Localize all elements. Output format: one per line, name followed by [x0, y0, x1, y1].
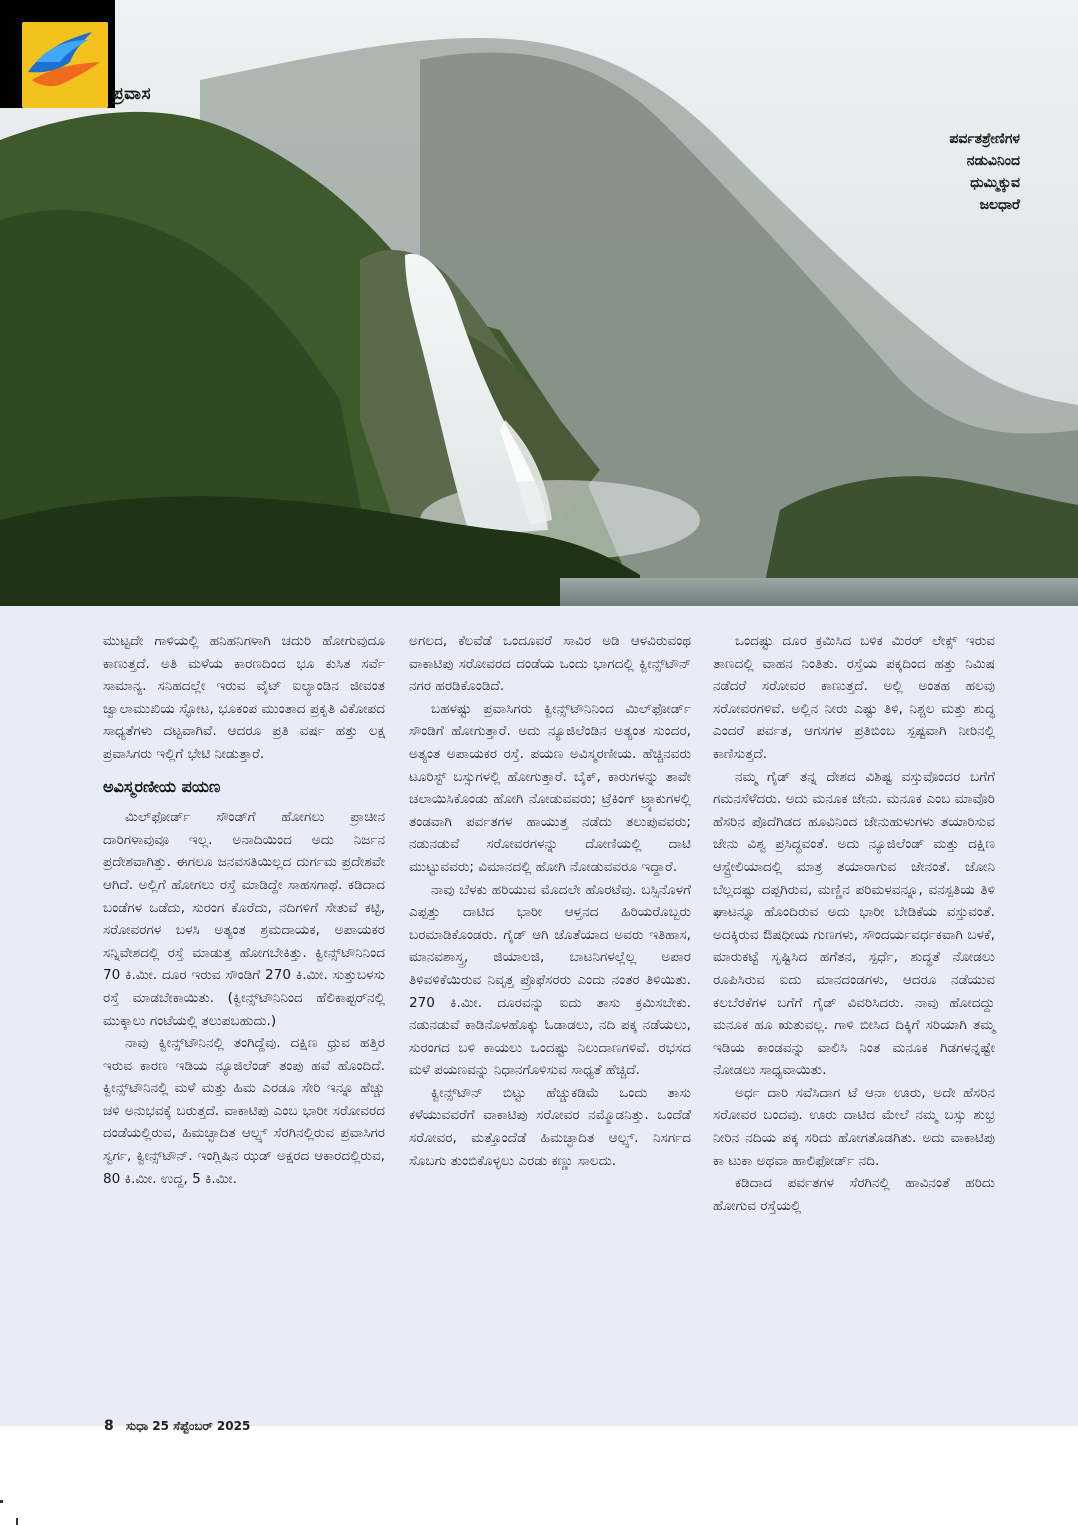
article-column-3	[713, 630, 995, 1217]
article-paragraph: ನಾವು ಕ್ವೀನ್ಸ್‌ಟೌನಿನಲ್ಲಿ ತಂಗಿದ್ದೆವು. ದಕ್ಷಿಣ ಧ್ರುವ ಹತ್ತಿರ ಇರುವ ಕಾರಣ ಇಡಿಯ ನ್ಯೂಜಿಲೆಂಡ್ ತಂಪು ಹವೆ ಹೊಂದಿದೆ. ಕ್ವೀನ್ಸ್‌ಟೌನಿನಲ್ಲಿ ಮಳೆ ಮತ್ತು ಹಿಮ ಎರಡೂ ಸೇರಿ ಇನ್ನೂ ಹೆಚ್ಚು ಚಳಿ ಅನುಭವಕ್ಕೆ ಬರುತ್ತದೆ. ವಾಕಾಟಿಪು ಎಂಬ ಭಾರೀ ಸರೋವರದ ದಂಡೆಯಲ್ಲಿರುವ, ಹಿಮಚ್ಛಾದಿತ ಆಲ್ಪ್ಸ್ ಸೆರಗಿನಲ್ಲಿರುವ ಪ್ರವಾಸಿಗರ ಸ್ವರ್ಗ, ಕ್ವೀನ್ಸ್‌ಟೌನ್. ಇಂಗ್ಲಿಷಿನ ಝಡ್ ಅಕ್ಷರದ ಆಕಾರದಲ್ಲಿರುವ, 80 ಕಿ.ಮೀ. ಉದ್ದ, 5 ಕಿ.ಮೀ.	[103, 1035, 385, 1187]
magazine-logo-block	[0, 0, 115, 108]
article-column-2	[409, 630, 691, 1172]
page-number: 8	[104, 1418, 114, 1434]
article-paragraph: ನಮ್ಮ ಗೈಡ್ ತನ್ನ ದೇಶದ ವಿಶಿಷ್ಟ ವಸ್ತುವೊಂದರ ಬಗೆಗೆ ಗಮನಸೆಳೆದರು. ಅದು ಮನೂಕ ಜೇನು. ಮನೂಕ ಎಂಬ ಮಾವೊರಿ ಹೆಸರಿನ ಪೊದೆಗಿಡದ ಹೂವಿನಿಂದ ಜೇನುಹುಳುಗಳು ತಯಾರಿಸುವ ಜೇನು ವಿಶ್ವ ಪ್ರಸಿದ್ಧವಂತೆ. ಅದು ನ್ಯೂಜಿಲೆಂಡ್ ಮತ್ತು ದಕ್ಷಿಣ ಆಸ್ಟ್ರೇಲಿಯಾದಲ್ಲಿ ಮಾತ್ರ ತಯಾರಾಗುವ ಜೇನಂತೆ. ಜೋನಿ ಬೆಲ್ಲದಷ್ಟು ದಪ್ಪಗಿರುವ, ಮಣ್ಣಿನ ಪರಿಮಳವನ್ನೂ, ವನಸ್ಪತಿಯ ತಿಳಿ ಘಾಟನ್ನೂ ಹೊಂದಿರುವ ಅದು ಭಾರೀ ಬೇಡಿಕೆಯ ವಸ್ತುವಂತೆ. ಅದಕ್ಕಿರುವ ಔಷಧೀಯ ಗುಣಗಳು, ಸೌಂದರ್ಯವರ್ಧಕವಾಗಿ ಬಳಕೆ, ಮಾರುಕಟ್ಟೆ ಸೃಷ್ಟಿಸಿದ ಹಗೆತನ, ಸ್ಪರ್ಧೆ, ಶುದ್ಧತೆ ನೋಡಲು ರೂಪಿಸಿರುವ ಐದು ಮಾನದಂಡಗಳು, ಆದರೂ ನಡೆಯುವ ಕಲಬೆರಕೆಗಳ ಬಗೆಗೆ ಗೈಡ್ ವಿವರಿಸಿದರು. ನಾವು ಹೋದದ್ದು ಮನೂಕ ಹೂ ಋತುವಲ್ಲ. ಗಾಳಿ ಬೀಸಿದ ದಿಕ್ಕಿಗೆ ಸರಿಯಾಗಿ ತಮ್ಮ ಇಡಿಯ ಕಾಂಡವನ್ನು ವಾಲಿಸಿ ನಿಂತ ಮನೂಕ ಗಿಡಗಳನ್ನಷ್ಟೇ ನೋಡಲು ಸಾಧ್ಯವಾಯಿತು.	[713, 768, 995, 1079]
caption-line: ನಡುವಿನಿಂದ	[966, 153, 1020, 169]
crop-mark	[0, 1500, 3, 1503]
article-paragraph: ಅಗಲದ, ಕೆಲವೆಡೆ ಒಂದೂವರೆ ಸಾವಿರ ಅಡಿ ಆಳವಿರುವಂಥ ವಾಕಾಟಿಪು ಸರೋವರದ ದಂಡೆಯ ಒಂದು ಭಾಗದಲ್ಲಿ ಕ್ವೀನ್ಸ್‌ಟೌನ್ ನಗರ ಹರಡಿಕೊಂಡಿದೆ.	[409, 633, 691, 695]
header-photo	[0, 0, 1078, 606]
publication-info: ಸುಧಾ 25 ಸೆಪ್ಟೆಂಬರ್ 2025	[125, 1419, 251, 1433]
article-paragraph: ಬಹಳಷ್ಟು ಪ್ರವಾಸಿಗರು ಕ್ವೀನ್ಸ್‌ಟೌನಿನಿಂದ ಮಿಲ್‌ಫೋರ್ಡ್ ಸೌಂಡಿಗೆ ಹೋಗುತ್ತಾರೆ. ಅದು ನ್ಯೂಜಿಲೆಂಡಿನ ಅತ್ಯಂತ ಸುಂದರ, ಅತ್ಯಂತ ಅಪಾಯಕರ ರಸ್ತೆ. ಪಯಣ ಅವಿಸ್ಮರಣೀಯ. ಹೆಚ್ಚಿನವರು ಟೂರಿಸ್ಟ್ ಬಸ್ಸುಗಳಲ್ಲಿ ಹೋಗುತ್ತಾರೆ. ಬೈಕ್, ಕಾರುಗಳನ್ನು ತಾವೇ ಚಲಾಯಿಸಿಕೊಂಡು ಹೋಗಿ ನೋಡುವವರು; ಟ್ರೆಕಿಂಗ್ ಟ್ರ್ಯಾಕುಗಳಲ್ಲಿ ತಂಡವಾಗಿ ಪರ್ವತಗಳ ಹಾಯುತ್ತ ನಡೆದು ತಲುಪುವವರು; ನಡುನಡುವೆ ಸರೋವರಗಳನ್ನು ದೋಣಿಯಲ್ಲಿ ದಾಟಿ ಮುಟ್ಟುವವರು; ವಿಮಾನದಲ್ಲಿ ಹೋಗಿ ನೋಡುವವರೂ ಇದ್ದಾರೆ.	[409, 700, 691, 875]
caption-line: ಧುಮ್ಮಿಕ್ಕುವ	[970, 175, 1020, 191]
photo-caption	[860, 128, 1020, 216]
article-paragraph: ಮಿಲ್‌ಫೋರ್ಡ್ ಸೌಂಡ್‌ಗೆ ಹೋಗಲು ಪ್ರಾಚೀನ ದಾರಿಗಳಾವುವೂ ಇಲ್ಲ. ಅನಾದಿಯಿಂದ ಅದು ನಿರ್ಜನ ಪ್ರದೇಶವಾಗಿತ್ತು. ಈಗಲೂ ಜನವಸತಿಯಿಲ್ಲದ ದುರ್ಗಮ ಪ್ರದೇಶವೇ ಆಗಿದೆ. ಅಲ್ಲಿಗೆ ಹೋಗಲು ರಸ್ತೆ ಮಾಡಿದ್ದೇ ಸಾಹಸಗಾಥೆ. ಕಡಿದಾದ ಬಂಡೆಗಳ ಒಡೆದು, ಸುರಂಗ ಕೊರೆದು, ನದಿಗಳಿಗೆ ಸೇತುವೆ ಕಟ್ಟಿ, ಸರೋವರಗಳ ಬಳಸಿ ಅತ್ಯಂತ ಶ್ರಮದಾಯಕ, ಅಪಾಯಕರ ಸನ್ನಿವೇಶದಲ್ಲಿ ರಸ್ತೆ ಮಾಡುತ್ತ ಹೋಗಬೇಕಿತ್ತು. ಕ್ವೀನ್ಸ್‌ಟೌನಿನಿಂದ 70 ಕಿ.ಮೀ. ದೂರ ಇರುವ ಸೌಂಡಿಗೆ 270 ಕಿ.ಮೀ. ಸುತ್ತುಬಳಸು ರಸ್ತೆ ಮಾಡಬೇಕಾಯಿತು. (ಕ್ವೀನ್ಸ್‌ಟೌನಿನಿಂದ ಹೆಲಿಕಾಪ್ಟರ್‌ನಲ್ಲಿ ಮುಕ್ಕಾಲು ಗಂಟೆಯಲ್ಲಿ ತಲುಪಬಹುದು.)	[103, 809, 385, 1029]
article-paragraph: ಅರ್ಧ ದಾರಿ ಸವೆಸಿದಾಗ ಟೆ ಆನಾ ಊರು, ಅದೇ ಹೆಸರಿನ ಸರೋವರ ಬಂದವು. ಊರು ದಾಟಿದ ಮೇಲೆ ನಮ್ಮ ಬಸ್ಸು ಶುಭ್ರ ನೀರಿನ ನದಿಯ ಪಕ್ಕ ಸರಿದು ಹೋಗತೊಡಗಿತು. ಅದು ವಾಕಾಟಿಪು ಕಾ ಟುಕಾ ಅಥವಾ ಹಾಲಿಫೋರ್ಡ್ ನದಿ.	[713, 1084, 995, 1169]
article-paragraph: ಕಡಿದಾದ ಪರ್ವತಗಳ ಸೆರಗಿನಲ್ಲಿ ಹಾವಿನಂತೆ ಹರಿದು ಹೋಗುವ ರಸ್ತೆಯಲ್ಲಿ	[713, 1175, 995, 1214]
caption-line: ಪರ್ವತಶ್ರೇಣಿಗಳ	[949, 131, 1020, 147]
section-tag: ಪ್ರವಾಸ	[112, 84, 152, 104]
waterfall-landscape-image	[0, 0, 1078, 606]
section-heading: ಅವಿಸ್ಮರಣೀಯ ಪಯಣ	[103, 776, 221, 796]
article-paragraph: ನಾವು ಬೆಳಕು ಹರಿಯುವ ಮೊದಲೇ ಹೊರಟೆವು. ಬಸ್ಸಿನೊಳಗೆ ಎಪ್ಪತ್ತು ದಾಟಿದ ಭಾರೀ ಆಳ್ತನದ ಹಿರಿಯರೊಬ್ಬರು ಬರಮಾಡಿಕೊಂಡರು. ಗೈಡ್ ಆಗಿ ಜೊತೆಯಾದ ಅವರು ಇತಿಹಾಸ, ಮಾನವಶಾಸ್ತ್ರ, ಜಿಯಾಲಜಿ, ಬಾಟನಿಗಳಲ್ಲೆಲ್ಲ ಅಪಾರ ತಿಳಿವಳಿಕೆಯಿರುವ ನಿವೃತ್ತ ಪ್ರೊಫೆಸರರು ಎಂದು ನಂತರ ತಿಳಿಯಿತು. 270 ಕಿ.ಮೀ. ದೂರವನ್ನು ಐದು ತಾಸು ಕ್ರಮಿಸಬೇಕು. ನಡುನಡುವೆ ಕಾಡಿನೊಳಹೊಕ್ಕು ಓಡಾಡಲು, ನದಿ ಪಕ್ಕ ನಡೆಯಲು, ಸುರಂಗದ ಬಳಿ ಕಾಯಲು ಒಂದಷ್ಟು ನಿಲುದಾಣಗಳಿವೆ. ರಭಸದ ಮಳೆ ಪಯಣವನ್ನು ನಿಧಾನಗೊಳಿಸುವ ಸಾಧ್ಯತೆ ಹೆಚ್ಚಿದೆ.	[409, 881, 691, 1079]
article-column-1	[103, 630, 385, 1190]
page-footer	[104, 1418, 250, 1434]
article-paragraph: ಮುಟ್ಟದೇ ಗಾಳಿಯಲ್ಲಿ ಹನಿಹನಿಗಳಾಗಿ ಚದುರಿ ಹೋಗುವುದೂ ಕಾಣುತ್ತದೆ. ಅತಿ ಮಳೆಯ ಕಾರಣದಿಂದ ಭೂ ಕುಸಿತ ಸರ್ವೆ ಸಾಮಾನ್ಯ. ಸನಿಹದಲ್ಲೇ ಇರುವ ವೈಟ್ ಐಲ್ಯಾಂಡಿನ ಜೀವಂತ ಜ್ವಾಲಾಮುಖಿಯ ಸ್ಫೋಟ, ಭೂಕಂಪ ಮುಂತಾದ ಪ್ರಕೃತಿ ವಿಕೋಪದ ಸಾಧ್ಯತೆಗಳು ದಟ್ಟವಾಗಿವೆ. ಆದರೂ ಪ್ರತಿ ವರ್ಷ ಹತ್ತು ಲಕ್ಷ ಪ್ರವಾಸಿಗರು ಇಲ್ಲಿಗೆ ಭೇಟಿ ನೀಡುತ್ತಾರೆ.	[103, 633, 385, 762]
caption-line: ಜಲಧಾರೆ	[979, 197, 1020, 213]
bird-logo-icon	[22, 22, 108, 108]
article-paragraph: ಒಂದಷ್ಟು ದೂರ ಕ್ರಮಿಸಿದ ಬಳಿಕ ಮಿರರ್ ಲೇಕ್ಸ್ ಇರುವ ತಾಣದಲ್ಲಿ ವಾಹನ ನಿಂತಿತು. ರಸ್ತೆಯ ಪಕ್ಕದಿಂದ ಹತ್ತು ನಿಮಿಷ ನಡೆದರೆ ಸರೋವರ ಕಾಣುತ್ತದೆ. ಅಲ್ಲಿ ಅಂತಹ ಹಲವು ಸರೋವರಗಳಿವೆ. ಅಲ್ಲಿನ ನೀರು ಎಷ್ಟು ತಿಳಿ, ನಿಶ್ಚಲ ಮತ್ತು ಶುದ್ಧ ಎಂದರೆ ಪರ್ವತ, ಆಗಸಗಳ ಪ್ರತಿಬಿಂಬ ಸ್ಪಷ್ಟವಾಗಿ ನೀರಿನಲ್ಲಿ ಕಾಣಿಸುತ್ತದೆ.	[713, 633, 995, 762]
crop-mark	[16, 1518, 18, 1525]
article-paragraph: ಕ್ವೀನ್ಸ್‌ಟೌನ್ ಬಿಟ್ಟು ಹೆಚ್ಚುಕಡಿಮೆ ಒಂದು ತಾಸು ಕಳೆಯುವವರೆಗೆ ವಾಕಾಟಿಪು ಸರೋವರ ನಮ್ಮೊಡನಿತ್ತು. ಒಂದೆಡೆ ಸರೋವರ, ಮತ್ತೊಂದೆಡೆ ಹಿಮಚ್ಛಾದಿತ ಆಲ್ಪ್ಸ್. ನಿಸರ್ಗದ ಸೊಬಗು ತುಂಬಿಕೊಳ್ಳಲು ಎರಡು ಕಣ್ಣು ಸಾಲದು.	[409, 1084, 691, 1169]
